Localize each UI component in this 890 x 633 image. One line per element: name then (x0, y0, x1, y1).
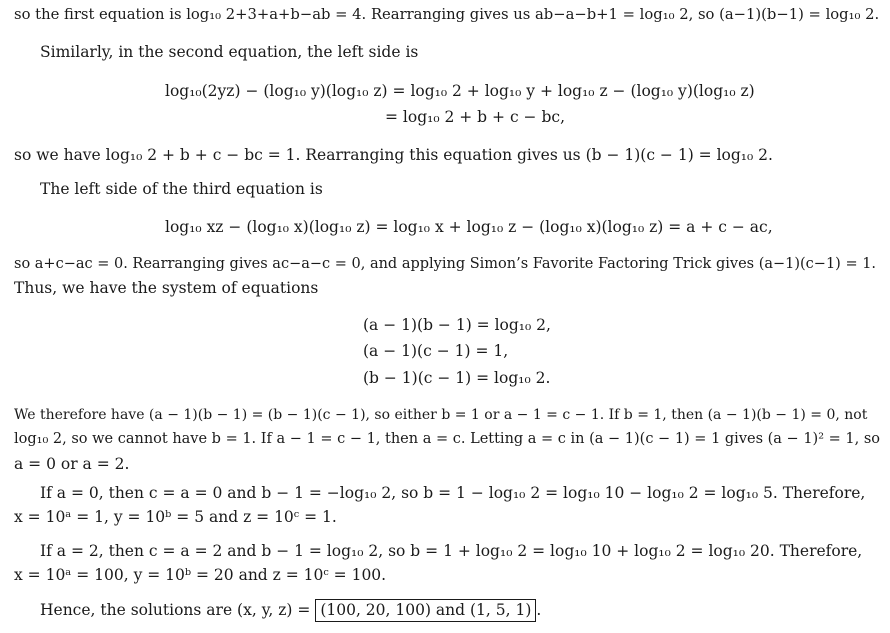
equation-2-line-2: = log₁₀ 2 + b + c − bc, (385, 108, 565, 126)
paragraph-7-line-1: If a = 0, then c = a = 0 and b − 1 = −log₁₀ 2, so b = 1 − log₁₀ 2 = log₁₀ 10 − log₁₀ 2 = log₁₀ 5. Therefore, (40, 484, 866, 502)
equation-2-line-1: log₁₀(2yz) − (log₁₀ y)(log₁₀ z) = log₁₀ 2 + log₁₀ y + log₁₀ z − (log₁₀ y)(log₁₀ z) (165, 82, 755, 100)
paragraph-8-line-1: If a = 2, then c = a = 2 and b − 1 = log₁₀ 2, so b = 1 + log₁₀ 2 = log₁₀ 10 + log₁₀ 2 = log₁₀ 20. Therefore, (40, 542, 863, 560)
paragraph-6-line-3: a = 0 or a = 2. (14, 455, 130, 473)
paragraph-7-line-2: x = 10ᵃ = 1, y = 10ᵇ = 5 and z = 10ᶜ = 1. (14, 508, 337, 526)
system-equation-1: (a − 1)(b − 1) = log₁₀ 2, (363, 316, 551, 334)
conclusion-period: . (536, 601, 542, 619)
paragraph-8-line-2: x = 10ᵃ = 100, y = 10ᵇ = 20 and z = 10ᶜ = 100. (14, 566, 387, 584)
conclusion-text: Hence, the solutions are (x, y, z) = (40, 601, 311, 619)
paragraph-2: Similarly, in the second equation, the left side is (40, 43, 419, 61)
paragraph-4: The left side of the third equation is (40, 180, 323, 198)
paragraph-6-line-1: We therefore have (a − 1)(b − 1) = (b − 1)(c − 1), so either b = 1 or a − 1 = c − 1. If b = 1, then (a − 1)(b − 1) = 0, not (14, 407, 868, 423)
boxed-answer: (100, 20, 100) and (1, 5, 1) (315, 599, 536, 622)
paragraph-3: so we have log₁₀ 2 + b + c − bc = 1. Rearranging this equation gives us (b − 1)(c − 1) = log₁₀ 2. (14, 146, 773, 164)
paragraph-5-line-1: so a+c−ac = 0. Rearranging gives ac−a−c = 0, and applying Simon’s Favorite Factoring Trick gives (a−1)(c−1) = 1. (14, 256, 877, 272)
equation-3: log₁₀ xz − (log₁₀ x)(log₁₀ z) = log₁₀ x + log₁₀ z − (log₁₀ x)(log₁₀ z) = a + c − ac, (165, 218, 773, 236)
paragraph-5-line-2: Thus, we have the system of equations (14, 279, 319, 297)
paragraph-1: so the first equation is log₁₀ 2+3+a+b−ab = 4. Rearranging gives us ab−a−b+1 = log₁₀ 2, so (a−1)(b−1) = log₁₀ 2. (14, 6, 880, 23)
paragraph-9 (40, 601, 541, 619)
system-equation-3: (b − 1)(c − 1) = log₁₀ 2. (363, 369, 551, 387)
paragraph-6-line-2: log₁₀ 2, so we cannot have b = 1. If a − 1 = c − 1, then a = c. Letting a = c in (a − 1)(c − 1) = 1 gives (a − 1)² = 1, so (14, 431, 880, 447)
system-equation-2: (a − 1)(c − 1) = 1, (363, 342, 509, 360)
